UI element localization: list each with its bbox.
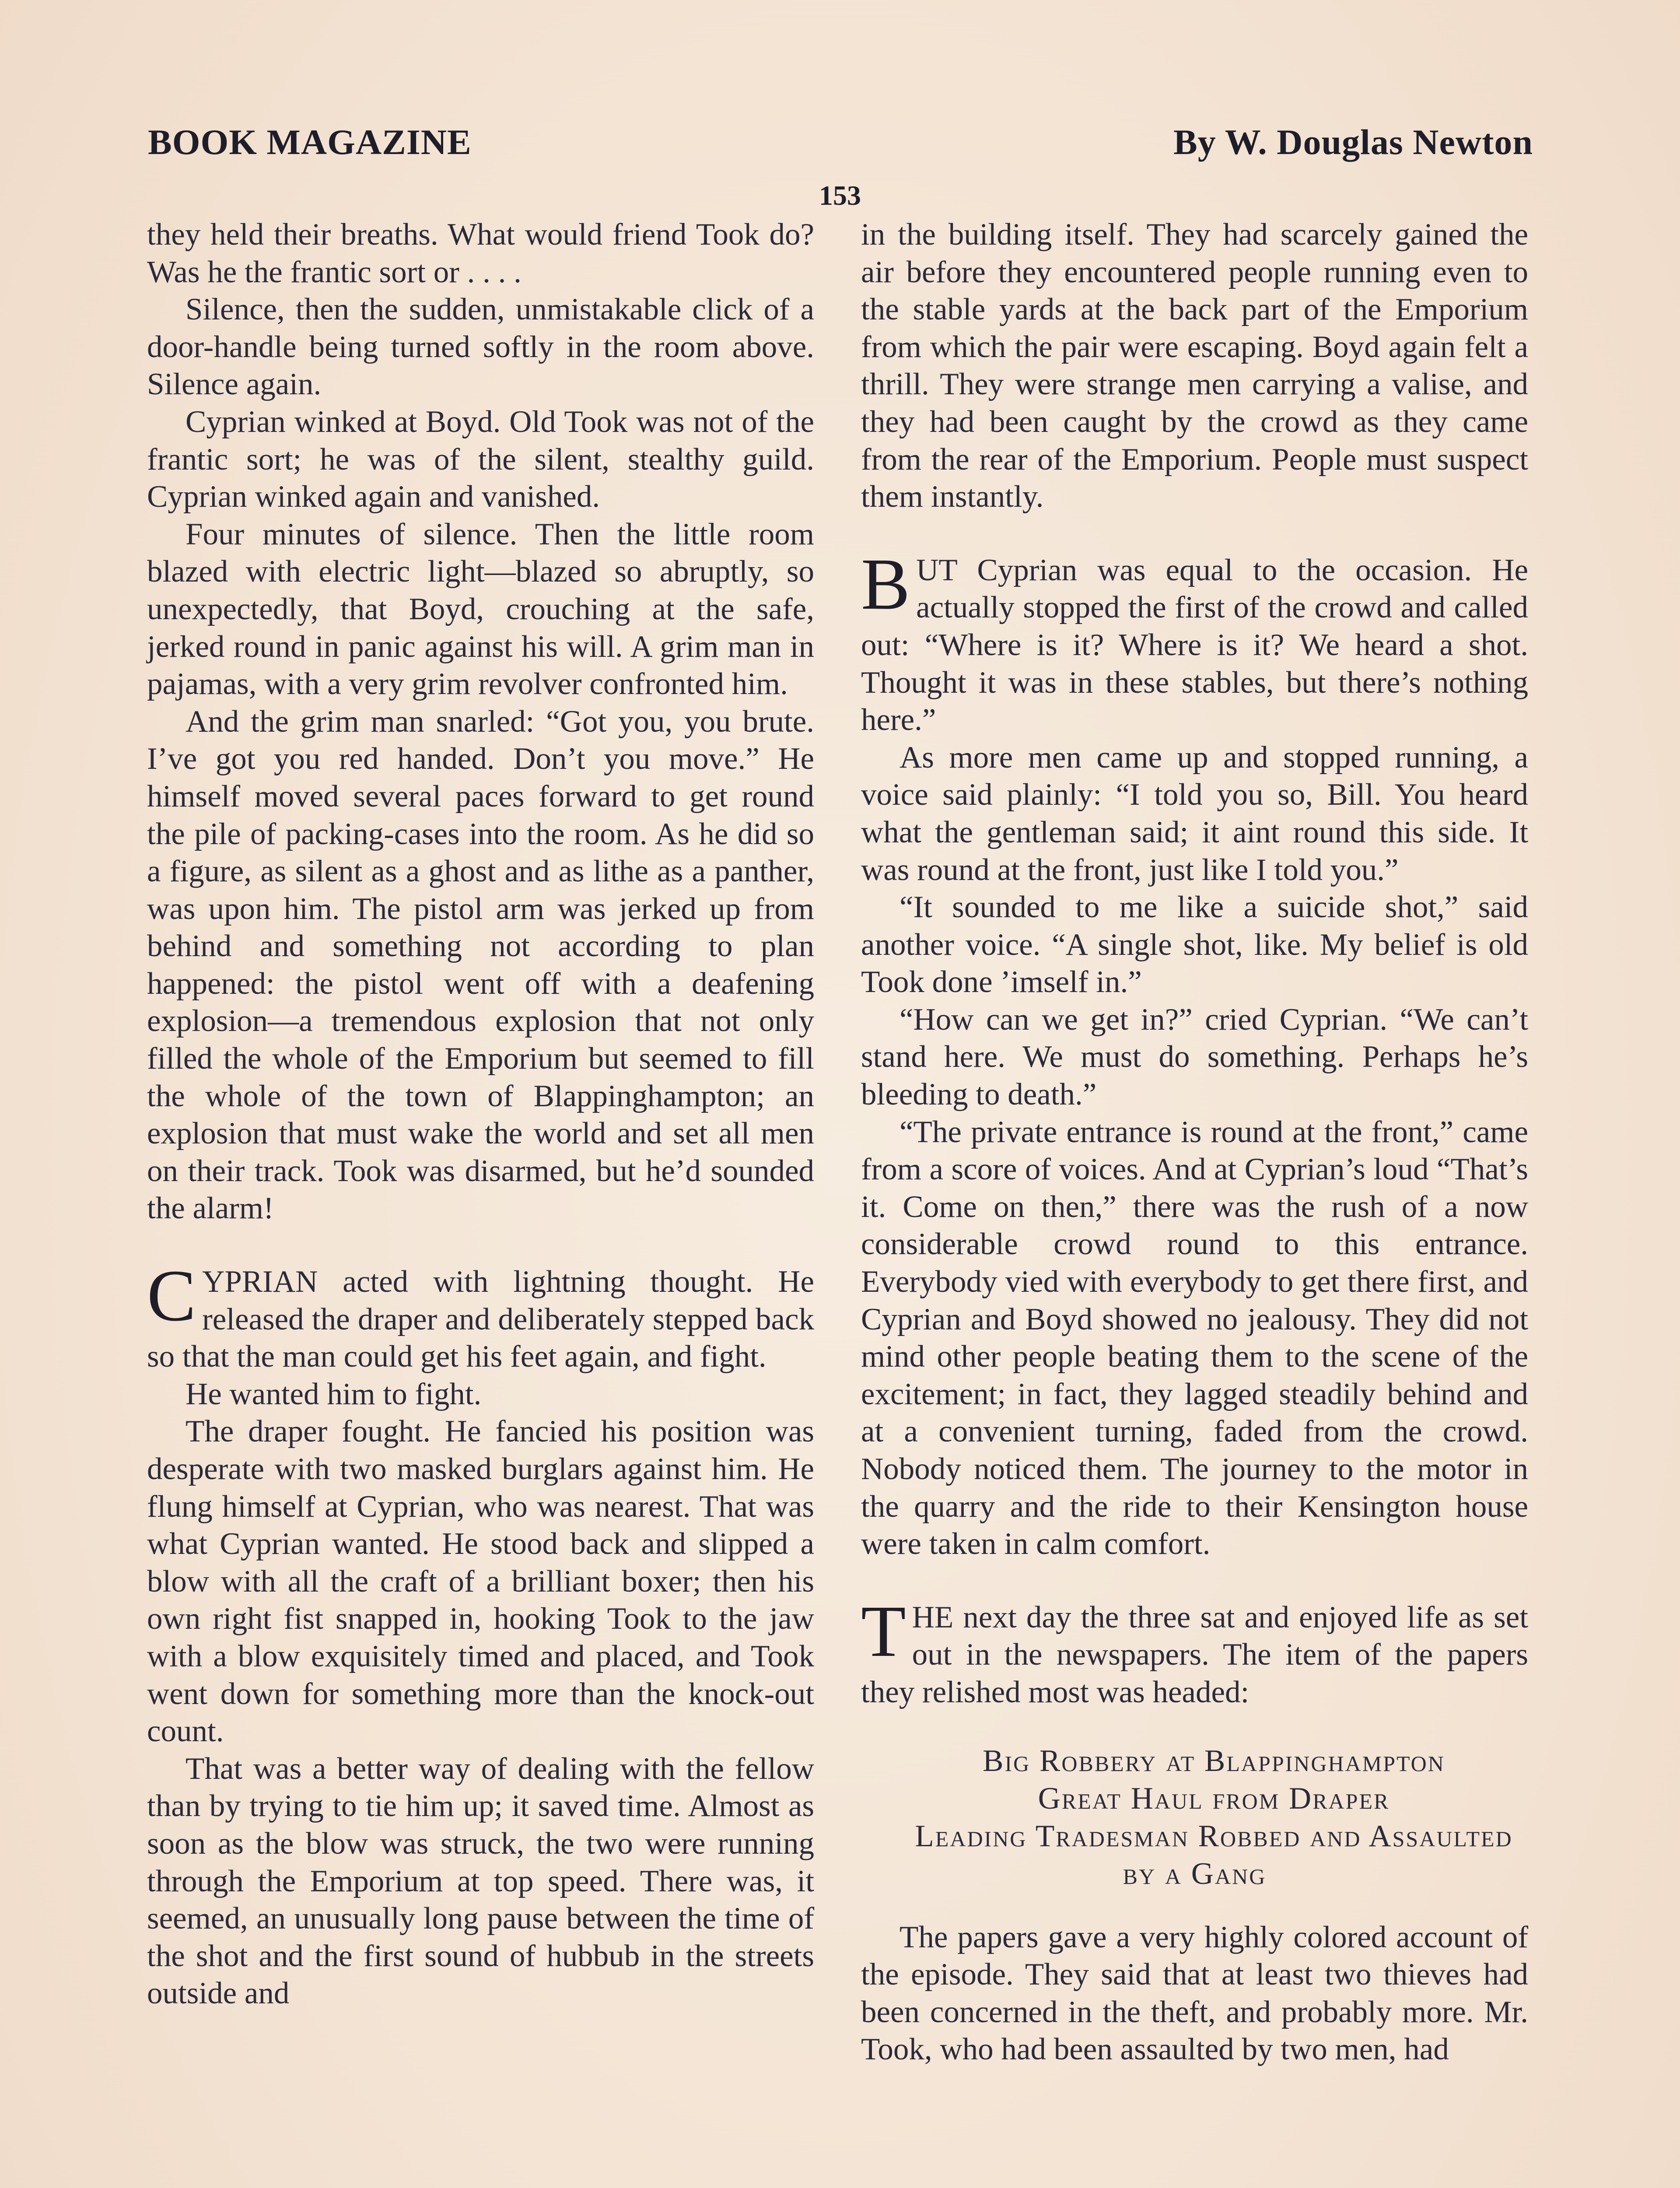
drop-cap: B	[861, 543, 910, 625]
newspaper-headlines	[861, 1742, 1528, 1893]
paragraph: “How can we get in?” cried Cyprian. “We can’t stand here. We must do something. Perhaps he’s bleeding to death.”	[861, 1002, 1528, 1112]
dropcap-paragraph	[861, 1590, 1528, 1711]
paragraph: And the grim man snarled: “Got you, you brute. I’ve got you red handed. Don’t you move.” He himself moved several paces forward to get round the pile of packing-cases into the room. As he did so a figure, as silent as a ghost and as lithe as a panther, was upon him. The pistol arm was jerked up from behind and something not according to plan happened: the pistol went off with a deafening explosion—a tremendous explosion that not only filled the whole of the Emporium but seemed to fill the whole of the town of Blappinghampton; an explosion that must wake the world and set all men on their track. Took was disarmed, but he’d sounded the alarm!	[147, 704, 814, 1226]
paragraph: The draper fought. He fancied his position was desperate with two masked burglars against him. He flung himself at Cyprian, who was nearest. That was what Cyprian wanted. He stood back and slipped a blow with all the craft of a brilliant boxer; then his own right fist snapped in, hooking Took to the jaw with a blow exquisitely timed and placed, and Took went down for something more than the knock-out count.	[147, 1414, 814, 1749]
headline: Leading Tradesman Robbed and Assaulted by a Gang	[915, 1819, 1513, 1891]
paragraph: they held their breaths. What would friend Took do? Was he the frantic sort or . . . .	[147, 217, 814, 289]
drop-cap: T	[861, 1590, 906, 1672]
page-number: 153	[819, 180, 861, 211]
dropcap-paragraph-text: UT Cyprian was equal to the occasion. He actually stopped the first of the crowd and called out: “Where is it? Where is it? We heard a shot. Thought it was in these stables, but there’s nothing here.”	[861, 553, 1528, 737]
paragraph: Silence, then the sudden, unmistakable click of a door-handle being turned softly in the room above. Silence again.	[147, 292, 814, 402]
paragraph: Cyprian winked at Boyd. Old Took was not of the frantic sort; he was of the silent, stealthy guild. Cyprian winked again and vanished.	[147, 404, 814, 514]
paragraph: The papers gave a very highly colored account of the episode. They said that at least two thieves had been concerned in the theft, and probably more. Mr. Took, who had been assaulted by two men, had	[861, 1920, 1528, 2067]
dropcap-paragraph-text: YPRIAN acted with lightning thought. He released the draper and deliberately stepped back so that the man could get his feet again, and fight.	[147, 1265, 814, 1374]
drop-cap: C	[147, 1255, 196, 1337]
dropcap-paragraph-text: HE next day the three sat and enjoyed life as set out in the newspapers. The item of the papers they relished most was headed:	[861, 1600, 1528, 1709]
paragraph: That was a better way of dealing with the fellow than by trying to tie him up; it saved time. Almost as soon as the blow was struck, the two were running through the Emporium at top speed. There was, it seemed, an unusually long pause between the time of the shot and the first sound of hubbub in the streets outside and	[147, 1751, 814, 2011]
paragraph: “It sounded to me like a suicide shot,” said another voice. “A single shot, like. My belief is old Took done ’imself in.”	[861, 890, 1528, 999]
author-byline: By W. Douglas Newton	[1173, 122, 1533, 162]
paragraph: in the building itself. They had scarcely gained the air before they encountered people running even to the stable yards at the back part of the Emporium from which the pair were escaping. Boyd again felt a thrill. They were strange men carrying a valise, and they had been caught by the crowd as they came from the rear of the Emporium. People must suspect them instantly.	[861, 217, 1528, 514]
headline: Big Robbery at Blappinghampton	[983, 1743, 1445, 1778]
right-column	[861, 216, 1528, 2069]
paragraph: He wanted him to fight.	[186, 1377, 482, 1411]
paragraph: Four minutes of silence. Then the little room blazed with electric light—blazed so abruptly, so unexpectedly, that Boyd, crouching at the safe, jerked round in panic against his will. A grim man in pajamas, with a very grim revolver confronted him.	[147, 517, 814, 701]
dropcap-paragraph	[861, 543, 1528, 739]
dropcap-paragraph	[147, 1255, 814, 1376]
headline: Great Haul from Draper	[1038, 1781, 1390, 1816]
paragraph: As more men came up and stopped running, a voice said plainly: “I told you so, Bill. You heard what the gentleman said; it aint round this side. It was round at the front, just like I told you.”	[861, 740, 1528, 887]
left-column	[147, 216, 814, 2013]
paragraph: “The private entrance is round at the front,” came from a score of voices. And at Cyprian’s loud “That’s it. Come on then,” there was the rush of a now considerable crowd round to this entrance. Everybody vied with everybody to get there first, and Cyprian and Boyd showed no jealousy. They did not mind other people beating them to the scene of the excitement; in fact, they lagged steadily behind and at a convenient turning, faded from the crowd. Nobody noticed them. The journey to the motor in the quarry and the ride to their Kensington house were taken in calm comfort.	[861, 1115, 1528, 1561]
magazine-title: BOOK MAGAZINE	[148, 122, 472, 162]
